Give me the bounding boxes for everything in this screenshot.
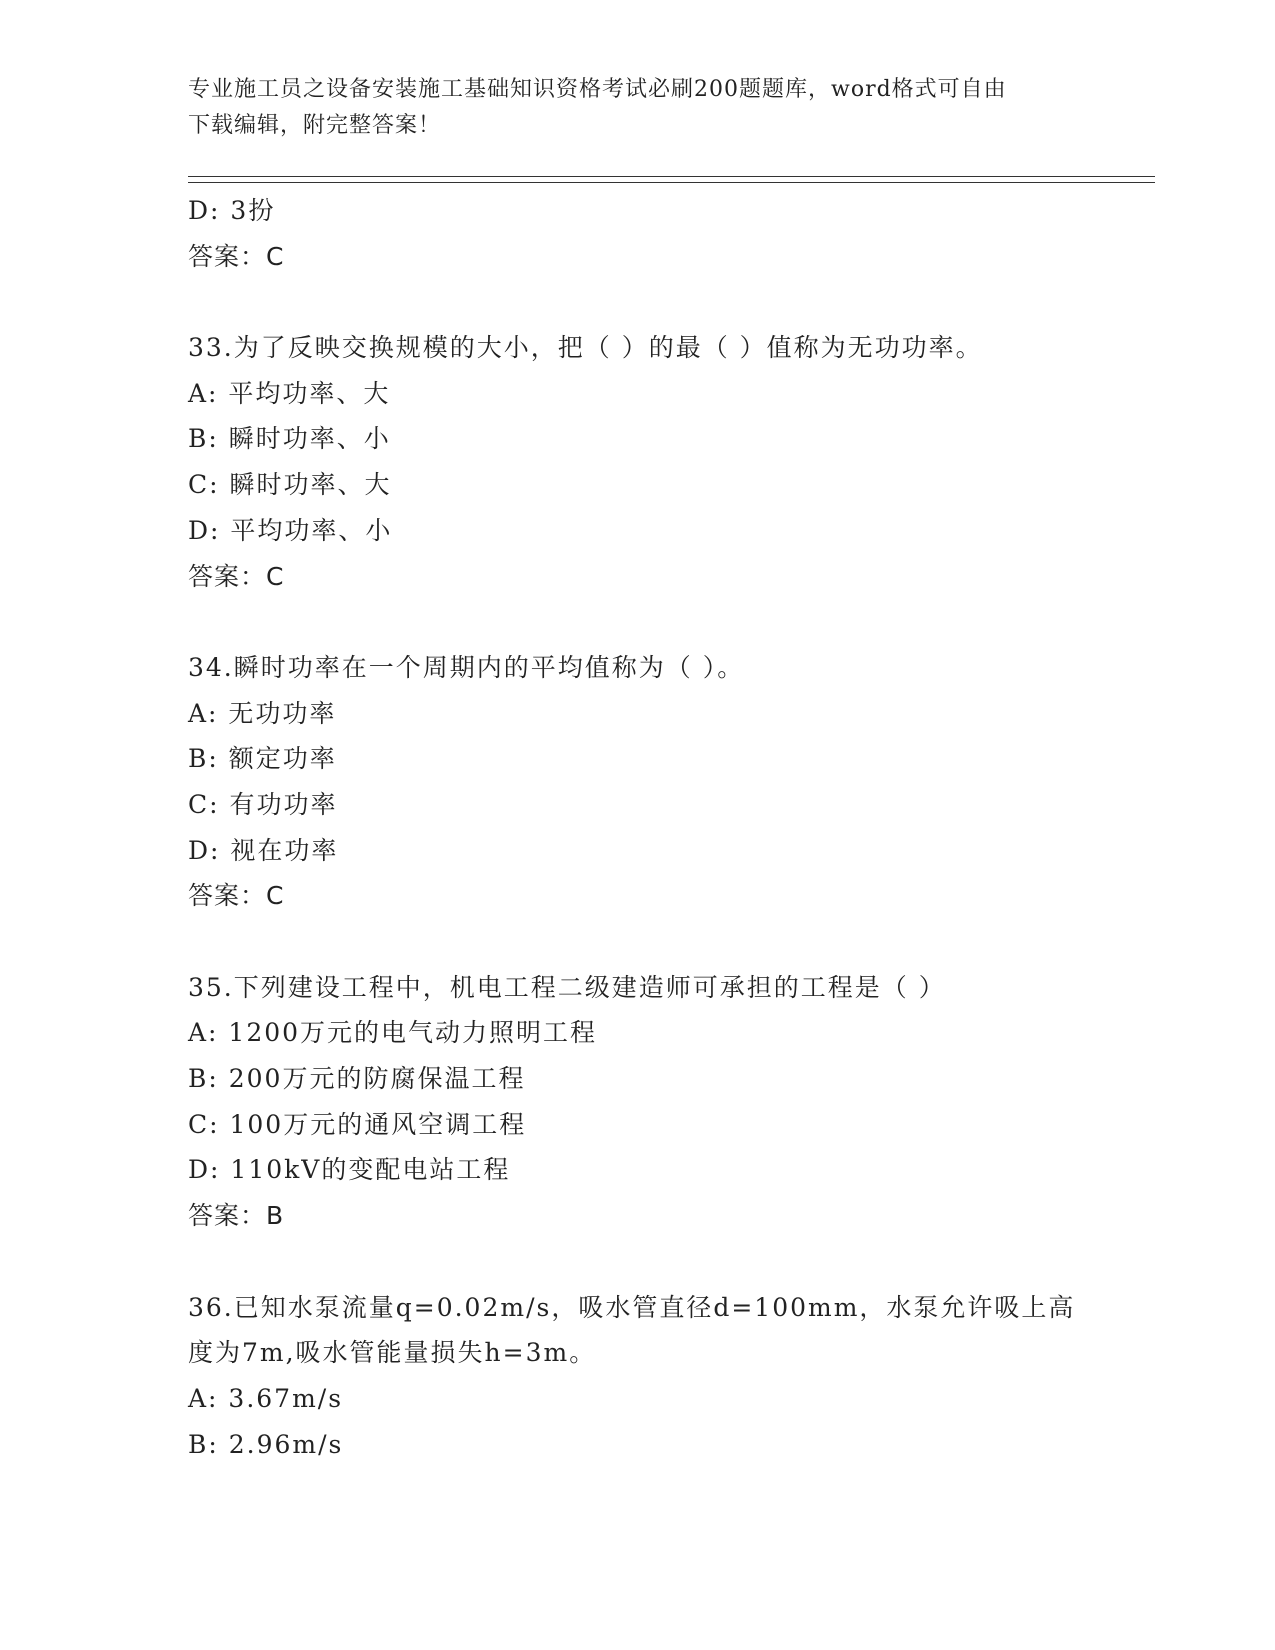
option-a: A: 平均功率、大 (188, 378, 391, 408)
question-stem: 35.下列建设工程中，机电工程二级建造师可承担的工程是（ ） (188, 972, 946, 1002)
question-stem: 33.为了反映交换规模的大小，把（ ）的最（ ）值称为无功功率。 (188, 333, 983, 363)
question-36 (188, 1285, 1168, 1468)
header-divider-top (188, 176, 1155, 177)
option-d: D: 3扮 (188, 196, 276, 225)
answer-line: 答案：C (188, 881, 285, 911)
option-c: C: 100万元的通风空调工程 (188, 1109, 527, 1139)
answer-line: 答案：C (188, 561, 285, 591)
option-c: C: 瞬时功率、大 (188, 470, 392, 500)
spacer (188, 279, 1168, 325)
question-stem-line-2: 度为7m,吸水管能量损失h=3m。 (188, 1338, 597, 1368)
header-divider-bottom (188, 182, 1155, 183)
option-a: A: 无功功率 (188, 698, 337, 728)
spacer (188, 919, 1168, 965)
option-a: A: 1200万元的电气动力照明工程 (188, 1018, 598, 1048)
question-33 (188, 325, 1168, 599)
answer-line: 答案：C (188, 241, 285, 271)
question-35 (188, 965, 1168, 1239)
option-a: A: 3.67m/s (188, 1383, 344, 1413)
option-b: B: 瞬时功率、小 (188, 424, 391, 454)
option-b: B: 200万元的防腐保温工程 (188, 1064, 526, 1094)
option-b: B: 2.96m/s (188, 1429, 344, 1459)
header-line-1: 专业施工员之设备安装施工基础知识资格考试必刷200题题库，word格式可自由 (188, 77, 1007, 102)
answer-line: 答案：B (188, 1201, 285, 1231)
option-d: D: 110kV的变配电站工程 (188, 1155, 511, 1185)
header-line-2: 下载编辑，附完整答案！ (188, 113, 442, 138)
option-d: D: 平均功率、小 (188, 515, 393, 545)
option-c: C: 有功功率 (188, 789, 338, 819)
question-stem: 34.瞬时功率在一个周期内的平均值称为（ ）。 (188, 652, 745, 682)
option-d: D: 视在功率 (188, 835, 339, 865)
question-stem-line-1: 36.已知水泵流量q=0.02m/s，吸水管直径d=100mm，水泵允许吸上高 (188, 1292, 1076, 1322)
spacer (188, 1239, 1168, 1285)
document-header (188, 72, 1088, 144)
previous-question-tail (188, 188, 1168, 279)
spacer (188, 599, 1168, 645)
question-34 (188, 645, 1168, 919)
question-list (188, 188, 1168, 1467)
option-b: B: 额定功率 (188, 744, 337, 774)
